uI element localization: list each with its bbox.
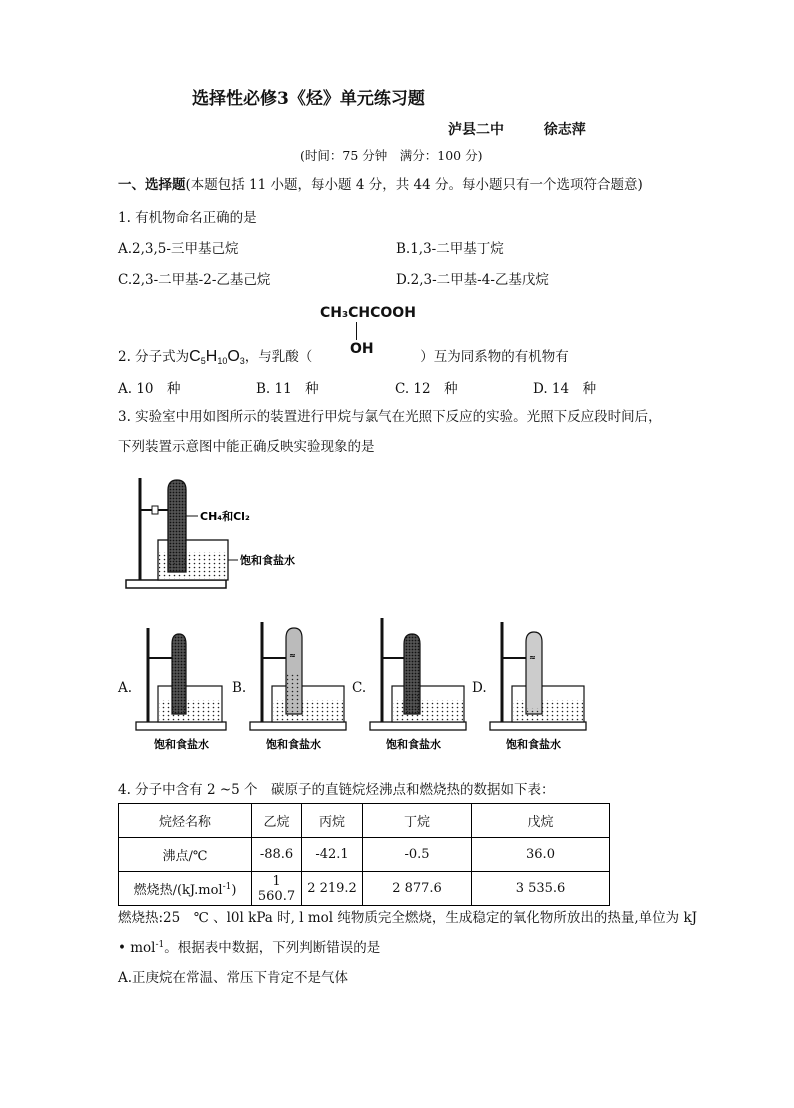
q4-note-line2: • mol$^{-1}$。根据表中数据，下列判断错误的是 [118, 940, 381, 956]
table-cell: 1 560.7 [252, 872, 302, 906]
q3-option-b[interactable]: B. [232, 680, 247, 696]
option-b-diagram[interactable] [246, 618, 356, 758]
table-header-cell: 戊烷 [472, 804, 610, 838]
table-cell: -42.1 [302, 838, 363, 872]
q2-option-a: A. 10 种 [118, 381, 181, 397]
q3-option-c[interactable]: C. [352, 680, 367, 696]
table-header-cell: 乙烷 [252, 804, 302, 838]
exam-time-info: (时间：75 分钟 满分：100 分) [300, 148, 483, 163]
q2-option-c: C. 12 种 [395, 381, 458, 397]
q2-option-b: B. 11 种 [256, 381, 319, 397]
q4-stem: 4. 分子中含有 2 ~5 个 碳原子的直链烷烃沸点和燃烧热的数据如下表： [118, 782, 555, 798]
table-cell: 3 535.6 [472, 872, 610, 906]
lactic-acid-bond [356, 322, 357, 340]
section-desc: (本题包括 11 小题，每小题 4 分，共 44 分。每小题只有一个选项符合题意) [185, 177, 643, 193]
section-title: 一、选择题 [118, 177, 186, 193]
alkane-data-table [118, 803, 610, 906]
q1-option-b: B.1,3-二甲基丁烷 [396, 241, 504, 257]
table-cell: 燃烧热/(kJ.mol$^{-1}$) [119, 872, 252, 906]
table-cell: 36.0 [472, 838, 610, 872]
q2-stem [118, 345, 569, 366]
table-cell: -0.5 [363, 838, 472, 872]
option-a-diagram[interactable] [132, 618, 232, 758]
gas-label: CH₄和Cl₂ [200, 510, 250, 523]
option-d-diagram[interactable] [486, 618, 596, 758]
option-c-diagram[interactable] [366, 618, 476, 758]
q4-option-a: A.正庚烷在常温、常压下肯定不是气体 [118, 970, 349, 986]
q1-option-d: D.2,3-二甲基-4-乙基戊烷 [396, 272, 549, 288]
lactic-acid-formula-top: CH₃CHCOOH [320, 305, 416, 321]
svg-text:≈: ≈ [289, 651, 296, 660]
table-row [119, 804, 610, 838]
table-row [119, 838, 610, 872]
q4-note-line1: 燃烧热:25 ℃ 、l0l kPa 时, l mol 纯物质完全燃烧，生成稳定的氧化物所放出的热量,单位为 kJ [118, 910, 698, 926]
q1-stem: 1. 有机物命名正确的是 [118, 210, 257, 226]
section-heading [118, 173, 643, 193]
q2-prefix: 2. 分子式为 [118, 349, 190, 365]
author-name: 徐志萍 [543, 122, 586, 138]
table-cell: -88.6 [252, 838, 302, 872]
lactic-acid-formula-oh: OH [350, 341, 374, 357]
option-b-label: 饱和食盐水 [266, 738, 321, 751]
option-a-label: 饱和食盐水 [154, 738, 209, 751]
q3-option-d[interactable]: D. [472, 680, 487, 696]
q3-stem-line1: 3. 实验室中用如图所示的装置进行甲烷与氯气在光照下反应的实验。光照下反应段时间后， [118, 409, 662, 425]
table-cell: 沸点/℃ [119, 838, 252, 872]
table-row [119, 872, 610, 906]
q3-option-a[interactable]: A. [118, 680, 133, 696]
table-cell: 2 219.2 [302, 872, 363, 906]
q2-formula: $C_5H_{10}O_3$ [189, 348, 245, 366]
svg-text:≈: ≈ [529, 653, 536, 662]
school-name: 泸县二中 [448, 122, 504, 138]
table-header-cell: 丙烷 [302, 804, 363, 838]
q2-option-d: D. 14 种 [533, 381, 597, 397]
table-cell: 2 877.6 [363, 872, 472, 906]
q3-stem-line2: 下列装置示意图中能正确反映实验现象的是 [118, 439, 375, 455]
q2-suffix: ）互为同系物的有机物有 [420, 349, 569, 365]
q1-option-a: A.2,3,5-三甲基己烷 [118, 241, 239, 257]
option-d-label: 饱和食盐水 [506, 738, 561, 751]
main-water-label: 饱和食盐水 [240, 554, 295, 567]
q2-mid: ，与乳酸（ [244, 349, 313, 365]
q1-option-c: C.2,3-二甲基-2-乙基己烷 [118, 272, 271, 288]
table-header-cell: 丁烷 [363, 804, 472, 838]
page-title: 选择性必修3《烃》单元练习题 [192, 89, 425, 109]
table-header-cell: 烷烃名称 [119, 804, 252, 838]
main-apparatus-diagram [118, 470, 328, 595]
option-c-label: 饱和食盐水 [386, 738, 441, 751]
author-line [448, 119, 586, 139]
